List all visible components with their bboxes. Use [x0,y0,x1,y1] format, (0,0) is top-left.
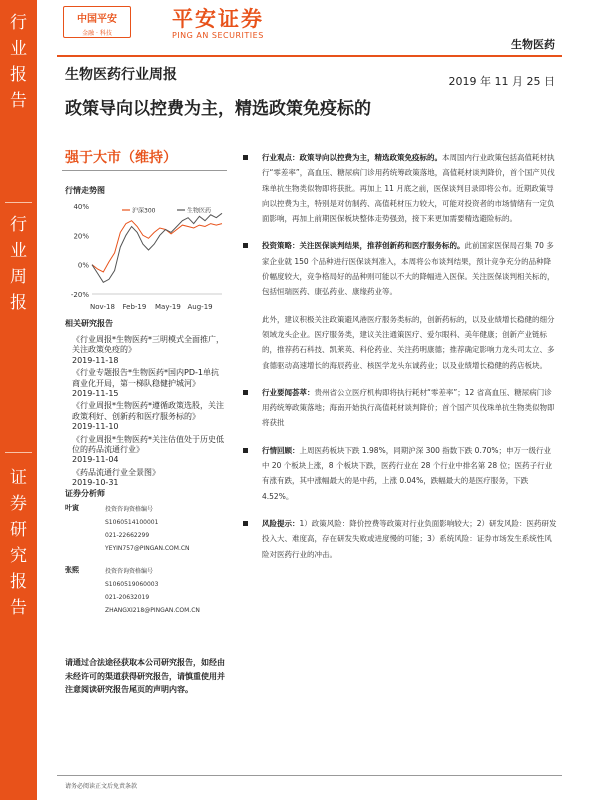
related-report-item[interactable]: 《行业周报*生物医药*关注估值处于历史低位的药品流通行业》 2019-11-04 [72,434,224,465]
page-title: 政策导向以控费为主，精选政策免疫标的 [65,99,371,119]
analyst-email[interactable]: YEYIN757@PINGAN.COM.CN [105,545,190,552]
sidebar-divider [5,202,32,203]
related-section-label: 相关研究报告 [65,319,113,328]
ping-an-group-logo: 中国平安 金融 · 科技 [63,6,131,38]
market-trend-chart [62,198,227,316]
sidebar-label-securities-research: 证 券 研 究 报 告 [10,468,27,618]
header-divider [57,55,562,57]
y-tick-label: -20% [70,291,89,299]
analyst-cert-label: 投资咨询资格编号 [105,506,154,513]
analyst-card [65,565,225,617]
y-tick-label: 20% [73,232,89,241]
x-tick-label: Feb-19 [122,303,147,311]
disclaimer-note: 请通过合法途径获取本公司研究报告，如经由未经许可的渠道获得研究报告，请慎重使用并注意阅读研究报告尾页的声明内容。 [65,658,225,694]
legend-label: 沪深300 [132,207,156,215]
related-report-item[interactable]: 《行业周报*生物医药*遵循政策选股，关注政策利好、创新药和医疗服务标的》 2019-11-10 [72,401,224,432]
footer-divider [57,775,562,776]
rating-badge: 强于大市（维持） [65,150,177,166]
legend-label: 生物医药 [187,207,212,215]
related-report-item[interactable]: 《行业专题报告*生物医药*国内PD-1单抗商业化开局，第一梯队稳健护城河》 2019-11-15 [72,368,219,399]
paragraph-industry-view: 行业观点：政策导向以控费为主，精选政策免疫标的。本周国内行业政策包括高值耗材执行“零差率”，高血压、糖尿病门诊用药统筹政策落地，高值耗材谈判降价，首个国产贝伐珠单抗生物类似物即将获批。再加上 11 月底之前，医保谈判目录即将公布。近期政策导向以控费为主，特别是对仿制药、高值耗材压力较大，可能对投资者的市场情绪有一定负面影响，再加上前期医保板块整体走势强劲，接下来更加需要精选避险标的。 [240,150,558,226]
paragraph-investment-strategy: 投资策略：关注医保谈判结果，推荐创新药和医疗服务标的。此前国家医保局召集 70 多家企业就 150 个品种进行医保谈判准入，本周将公布谈判结果，预计竞争充分的品种降价幅度较大，竞争格局好的品种则可能以不大的降幅进入医保。关注医保谈判相关标的，包括恒瑞医药、康弘药业、康缘药业等。 [240,238,558,299]
related-report-item[interactable]: 《行业周报*生物医药*三明模式全面推广，关注政策免疫的》 2019-11-18 [72,335,224,365]
y-tick-label: 0% [77,261,89,270]
chart-section-label: 行情走势图 [65,186,105,195]
square-bullet-icon [243,390,248,395]
analyst-card [65,503,225,555]
sidebar-band [0,0,37,800]
sidebar-label-industry-report: 行 业 报 告 [10,13,27,111]
report-type: 生物医药行业周报 [65,67,177,83]
analyst-cert-label: 投资咨询资格编号 [105,568,154,575]
series-line-1 [92,213,222,282]
footer-disclaimer: 请务必阅读正文后免责条款 [65,783,138,790]
analyst-name: 叶寅 [65,504,79,512]
square-bullet-icon [243,521,248,526]
x-tick-label: Nov-18 [90,303,115,311]
analyst-cert: S1060519060003 [105,581,159,588]
analysts-section-label: 证券分析师 [65,489,105,498]
analyst-phone: 021-22662299 [105,532,150,539]
sector-label: 生物医药 [511,38,555,51]
x-tick-label: May-19 [155,303,181,311]
related-reports-list [72,335,224,491]
sidebar-label-weekly-report: 行 业 周 报 [10,215,27,313]
report-date: 2019 年 11 月 25 日 [448,75,555,88]
paragraph-market-review: 行情回顾：上周医药板块下跌 1.98%，同期沪深 300 指数下跌 0.70%；申万一级行业中 20 个板块上涨，8 个板块下跌，医药行业在 28 个行业中排名第 28 位；医药子行业有涨有跌，其中涨幅最大的是中药，上涨 0.04%，跌幅最大的是医疗服务，下跌 4.52%。 [240,443,558,504]
chart-svg [62,198,227,316]
square-bullet-icon [243,243,248,248]
square-bullet-icon [243,448,248,453]
analyst-cert: S1060514100001 [105,519,159,526]
analysts-list [65,503,225,627]
square-bullet-icon [243,155,248,160]
x-tick-label: Aug-19 [187,303,213,311]
paragraph-strategy-continued: 此外，建议积极关注政策避风港医疗服务类标的，创新药标的，以及业绩增长稳健的细分领域龙头企业。医疗服务类，建议关注通策医疗、爱尔眼科、美年健康；创新产业链标的，推荐药石科技、凯莱英、科伦药业、关注药明康德；推荐确定影响力龙头司太立、多食德驱动高速增长的海辰药业、核医学龙头东诚药业；以及业绩增长稳健的药店板块。 [262,314,555,370]
paragraph-risk-warning: 风险提示：1）政策风险：降价控费等政策对行业负面影响较大；2）研发风险：医药研发投入大、难度高，存在研发失败或进度慢的可能；3）系统风险：证券市场发生系统性风险对医药行业的冲击。 [240,516,558,562]
paragraph-industry-news: 行业要闻荟萃：贵州省公立医疗机构即将执行耗材“零差率”；12 省高血压、糖尿病门诊用药统筹政策落地；海南开始执行高值耗材谈判降价；首个国产贝伐珠单抗生物类似物即将获批 [240,385,558,431]
ping-an-securities-logo: 平安证券 PING AN SECURITIES [172,7,264,40]
related-report-item[interactable]: 《药品流通行业全景图》 2019-10-31 [72,467,160,488]
sidebar-divider [5,452,32,453]
analyst-name: 张熙 [65,566,79,574]
main-content [240,150,558,574]
series-line-0 [92,221,222,272]
analyst-phone: 021-20632019 [105,594,150,601]
rating-divider [62,170,227,171]
analyst-email[interactable]: ZHANGXI218@PINGAN.COM.CN [105,607,200,614]
y-tick-label: 40% [73,203,89,211]
